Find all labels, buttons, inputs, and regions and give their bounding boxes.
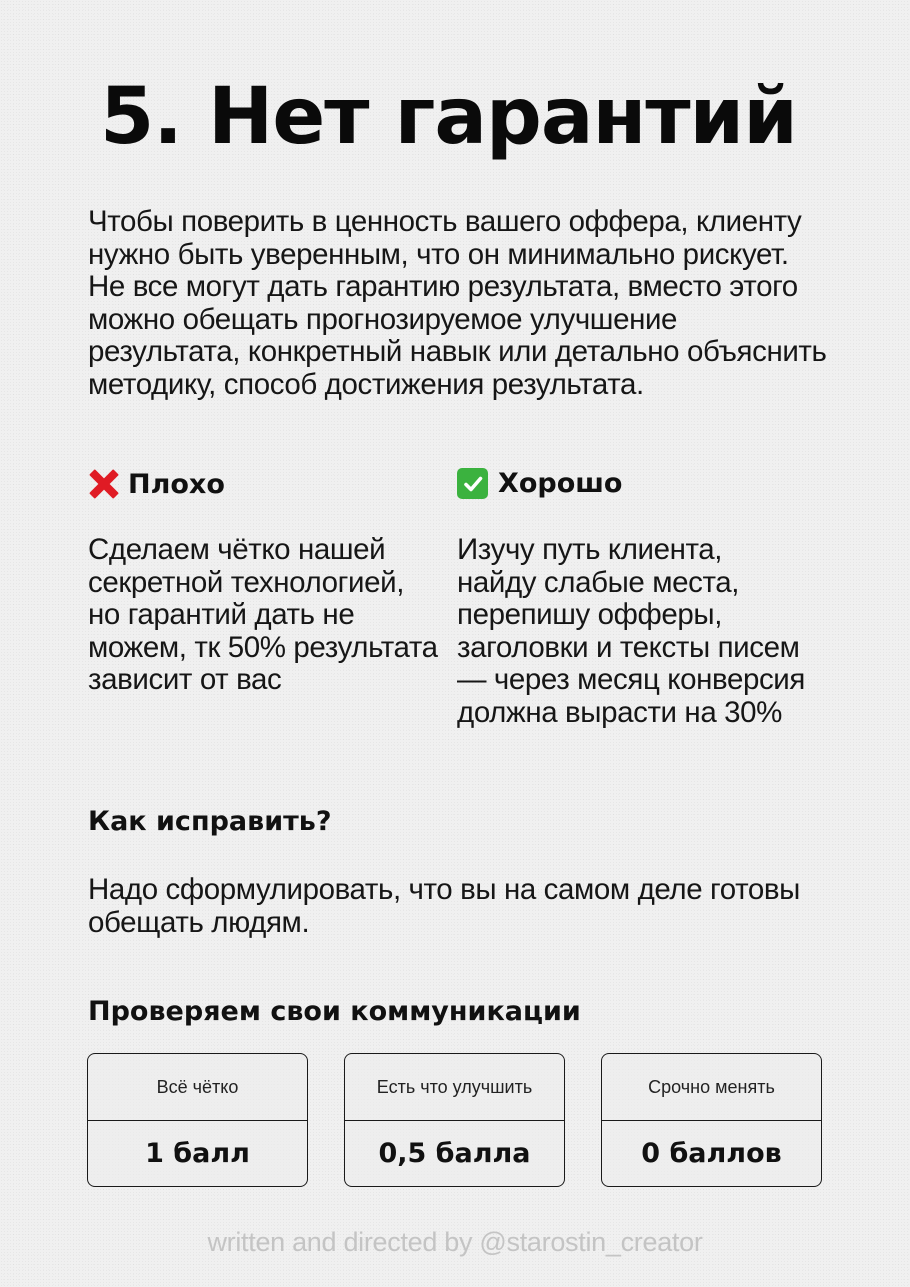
author-credit: written and directed by @starostin_creator xyxy=(207,1227,703,1257)
bad-example-text: Сделаем чётко нашей секретной технологией, но гарантий дать не можем, тк 50% результата зависит от вас xyxy=(88,533,438,696)
score-card-value: 1 балл xyxy=(145,1137,250,1169)
bad-heading xyxy=(88,468,225,500)
score-card-label: Есть что улучшить xyxy=(345,1054,564,1121)
good-example-text: Изучу путь клиента, найду слабые места, перепишу офферы, заголовки и тексты писем — через месяц конверсия должна вырасти на 30% xyxy=(457,533,805,729)
good-heading xyxy=(457,468,622,499)
score-card-improve xyxy=(344,1053,565,1187)
score-card-value: 0,5 балла xyxy=(378,1137,531,1169)
fix-heading: Как исправить? xyxy=(88,806,332,837)
score-card-change xyxy=(601,1053,822,1187)
intro-paragraph: Чтобы поверить в ценность вашего оффера, клиенту нужно быть уверенным, что он минимально рискует. Не все могут дать гарантию результата, вместо этого можно обещать прогнозируемое улучшение результата, конкретный навык или детально объяснить методику, способ достижения результата. xyxy=(88,205,827,401)
green-check-icon xyxy=(457,468,488,499)
score-card-value: 0 баллов xyxy=(641,1137,782,1169)
score-card-label: Всё чётко xyxy=(88,1054,307,1121)
score-card-clear xyxy=(87,1053,308,1187)
score-card-label: Срочно менять xyxy=(602,1054,821,1121)
red-cross-icon xyxy=(88,468,120,500)
bad-heading-label: Плохо xyxy=(128,468,225,500)
page-title: 5. Нет гарантий xyxy=(100,72,797,162)
scoring-heading: Проверяем свои коммуникации xyxy=(88,996,581,1027)
score-cards xyxy=(87,1053,823,1187)
fix-text: Надо сформулировать, что вы на самом деле готовы обещать людям. xyxy=(88,873,800,939)
good-heading-label: Хорошо xyxy=(498,468,623,499)
